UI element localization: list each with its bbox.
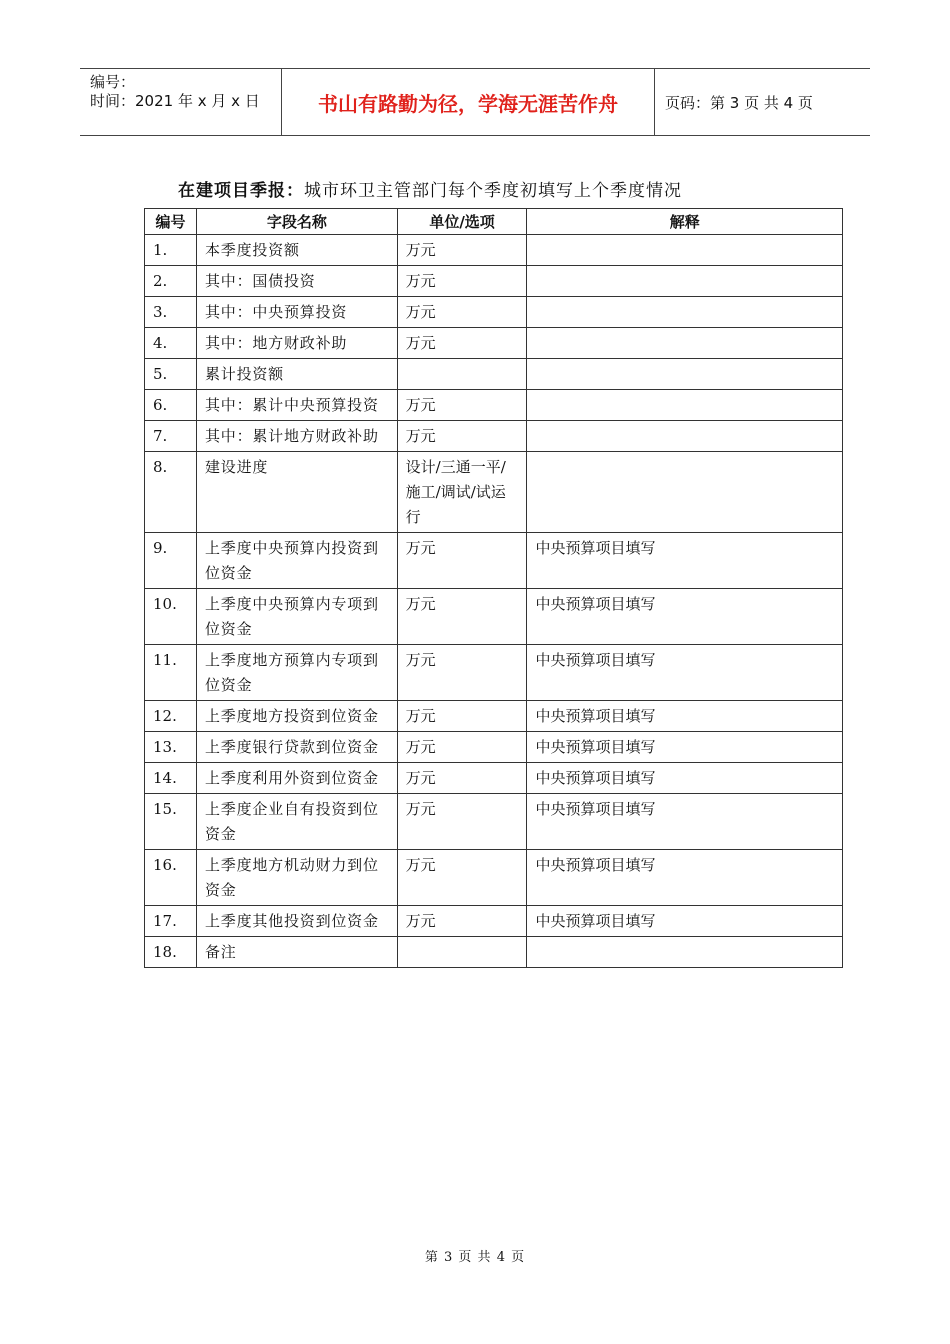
row-unit: 万元	[397, 589, 527, 645]
row-unit: 万元	[397, 850, 527, 906]
header-page-info: 页码：第 3 页 共 4 页	[665, 93, 813, 112]
quarterly-report-table	[144, 208, 843, 968]
table-header-row	[145, 209, 843, 235]
table-row	[145, 421, 843, 452]
row-unit: 万元	[397, 732, 527, 763]
row-unit: 万元	[397, 794, 527, 850]
row-explanation	[527, 359, 843, 390]
table-row	[145, 589, 843, 645]
row-number: 4.	[145, 328, 197, 359]
row-unit: 万元	[397, 235, 527, 266]
row-unit: 万元	[397, 421, 527, 452]
row-explanation: 中央预算项目填写	[527, 850, 843, 906]
table-row	[145, 297, 843, 328]
row-explanation	[527, 297, 843, 328]
row-unit: 万元	[397, 763, 527, 794]
table-row	[145, 645, 843, 701]
row-field-name: 其中：国债投资	[196, 266, 397, 297]
row-explanation: 中央预算项目填写	[527, 763, 843, 794]
table-row	[145, 937, 843, 968]
row-number: 16.	[145, 850, 197, 906]
row-explanation	[527, 328, 843, 359]
row-unit	[397, 937, 527, 968]
row-unit: 万元	[397, 297, 527, 328]
table-row	[145, 794, 843, 850]
row-field-name: 上季度其他投资到位资金	[196, 906, 397, 937]
row-number: 10.	[145, 589, 197, 645]
table-row	[145, 763, 843, 794]
table-row	[145, 732, 843, 763]
row-explanation: 中央预算项目填写	[527, 732, 843, 763]
row-field-name: 上季度银行贷款到位资金	[196, 732, 397, 763]
row-unit: 万元	[397, 645, 527, 701]
row-explanation	[527, 390, 843, 421]
row-number: 7.	[145, 421, 197, 452]
row-unit: 万元	[397, 390, 527, 421]
row-field-name: 备注	[196, 937, 397, 968]
row-number: 12.	[145, 701, 197, 732]
row-field-name: 其中：中央预算投资	[196, 297, 397, 328]
header-motto: 书山有路勤为径，学海无涯苦作舟	[282, 69, 655, 135]
page-header	[80, 68, 870, 136]
row-number: 8.	[145, 452, 197, 533]
row-explanation	[527, 235, 843, 266]
row-unit: 万元	[397, 906, 527, 937]
table-row	[145, 235, 843, 266]
section-title-bold: 在建项目季报：	[178, 181, 304, 201]
row-field-name: 上季度企业自有投资到位资金	[196, 794, 397, 850]
row-number: 9.	[145, 533, 197, 589]
header-explanation: 解释	[527, 209, 843, 235]
row-unit: 万元	[397, 533, 527, 589]
row-number: 18.	[145, 937, 197, 968]
row-unit: 万元	[397, 266, 527, 297]
row-unit: 设计/三通一平/施工/调试/试运行	[397, 452, 527, 533]
row-explanation	[527, 266, 843, 297]
row-explanation: 中央预算项目填写	[527, 701, 843, 732]
row-number: 17.	[145, 906, 197, 937]
row-field-name: 上季度利用外资到位资金	[196, 763, 397, 794]
header-field-name: 字段名称	[196, 209, 397, 235]
row-field-name: 本季度投资额	[196, 235, 397, 266]
page-footer: 第 3 页 共 4 页	[424, 1250, 526, 1265]
time-label: 时间：2021 年 x 月 x 日	[90, 92, 260, 110]
table-row	[145, 906, 843, 937]
row-unit: 万元	[397, 701, 527, 732]
table-row	[145, 328, 843, 359]
row-field-name: 上季度地方投资到位资金	[196, 701, 397, 732]
row-number: 6.	[145, 390, 197, 421]
row-field-name: 上季度地方预算内专项到位资金	[196, 645, 397, 701]
row-number: 13.	[145, 732, 197, 763]
row-field-name: 建设进度	[196, 452, 397, 533]
row-explanation	[527, 421, 843, 452]
header-unit: 单位/选项	[397, 209, 527, 235]
table-row	[145, 533, 843, 589]
table-row	[145, 452, 843, 533]
row-number: 3.	[145, 297, 197, 328]
row-explanation: 中央预算项目填写	[527, 589, 843, 645]
row-number: 5.	[145, 359, 197, 390]
header-number: 编号	[145, 209, 197, 235]
table-row	[145, 390, 843, 421]
row-number: 15.	[145, 794, 197, 850]
row-field-name: 其中：累计地方财政补助	[196, 421, 397, 452]
row-explanation: 中央预算项目填写	[527, 533, 843, 589]
table-row	[145, 359, 843, 390]
table-row	[145, 850, 843, 906]
row-unit	[397, 359, 527, 390]
row-explanation: 中央预算项目填写	[527, 906, 843, 937]
number-label: 编号：	[90, 73, 136, 91]
row-field-name: 上季度中央预算内投资到位资金	[196, 533, 397, 589]
row-explanation	[527, 452, 843, 533]
row-field-name: 上季度中央预算内专项到位资金	[196, 589, 397, 645]
row-explanation	[527, 937, 843, 968]
row-field-name: 上季度地方机动财力到位资金	[196, 850, 397, 906]
row-number: 2.	[145, 266, 197, 297]
row-number: 11.	[145, 645, 197, 701]
row-unit: 万元	[397, 328, 527, 359]
row-number: 14.	[145, 763, 197, 794]
table-row	[145, 701, 843, 732]
table-row	[145, 266, 843, 297]
section-title	[178, 176, 682, 201]
row-field-name: 其中：地方财政补助	[196, 328, 397, 359]
row-explanation: 中央预算项目填写	[527, 645, 843, 701]
row-field-name: 累计投资额	[196, 359, 397, 390]
header-meta	[80, 69, 282, 135]
row-field-name: 其中：累计中央预算投资	[196, 390, 397, 421]
row-explanation: 中央预算项目填写	[527, 794, 843, 850]
row-number: 1.	[145, 235, 197, 266]
section-title-text: 城市环卫主管部门每个季度初填写上个季度情况	[304, 181, 682, 201]
